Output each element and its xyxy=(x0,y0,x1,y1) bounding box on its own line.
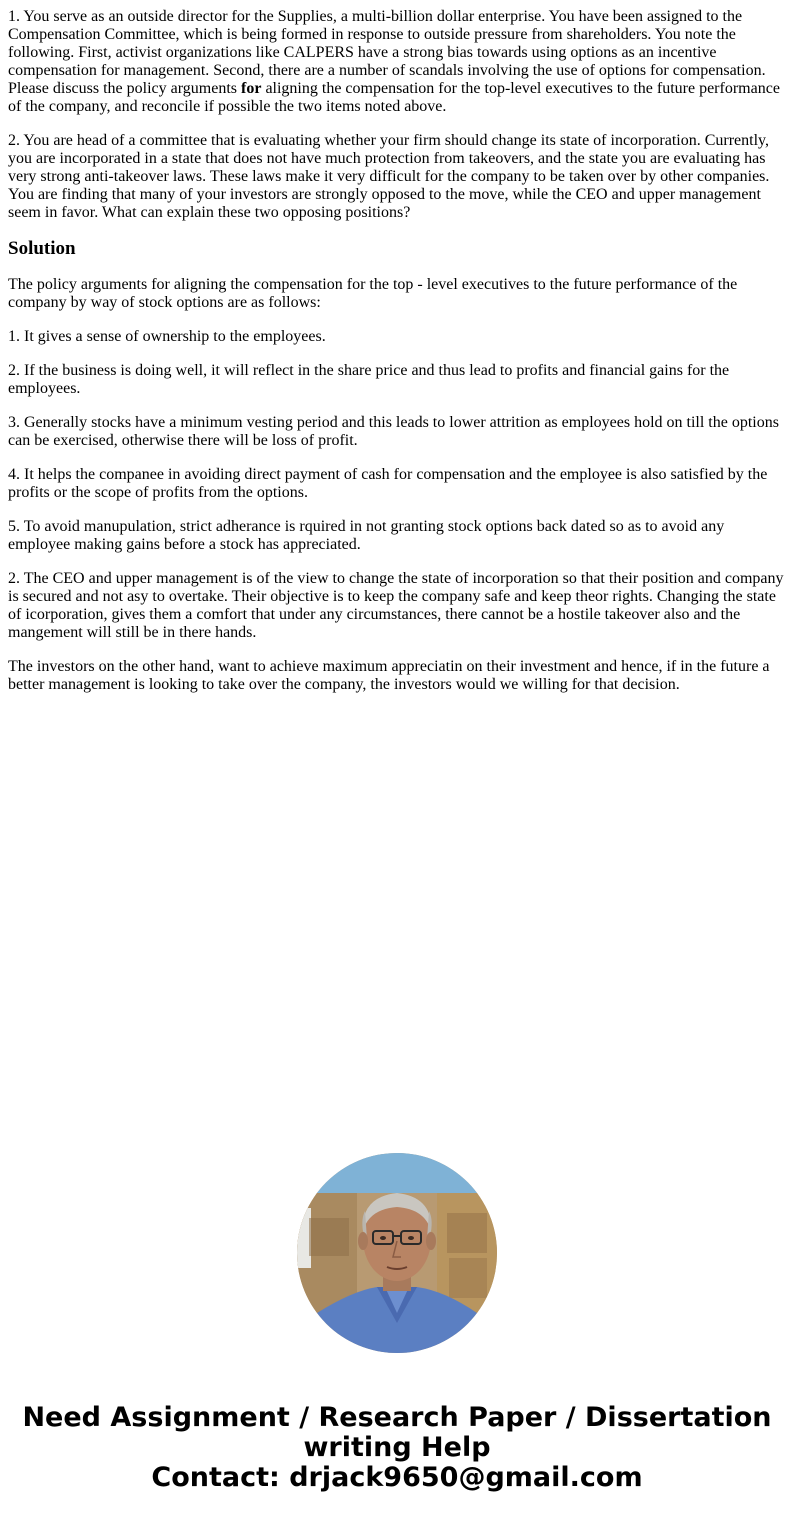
advert-contact: Contact: drjack9650@gmail.com xyxy=(151,1462,643,1493)
author-portrait-image xyxy=(297,1153,497,1353)
solution-point-4: 4. It helps the companee in avoiding direct payment of cash for compensation and the employee is also satisfied by the profits or the scope of profits from the options. xyxy=(8,466,768,501)
advert-line-1: Need Assignment / Research Paper / Dissertation xyxy=(22,1402,772,1433)
solution-intro: The policy arguments for aligning the compensation for the top - level executives to the future performance of the company by way of stock options are as follows: xyxy=(8,276,738,311)
author-avatar xyxy=(297,1153,497,1353)
question-1-text-a: 1. You serve as an outside director for the Supplies, a multi-billion dollar enterprise. You have been assigned to the Compensation Committee, which is being formed in response to outside pressure from shareholders. You note the following. First, activist organizations like CALPERS have a strong bias towards using options as an incentive compensation for management. Second, there are a number of scandals involving the use of options for compensation. Please discuss the policy arguments xyxy=(8,8,766,97)
document-body xyxy=(8,8,786,710)
solution-heading: Solution xyxy=(8,238,76,259)
question-1-text-b: aligning the compensation for the top-level executives to the future performance of the company, and reconcile if possible the two items noted above. xyxy=(8,80,780,115)
solution-answer-2-investors: The investors on the other hand, want to achieve maximum appreciatin on their investment and hence, if in the future a better management is looking to take over the company, the investors would we willing for that decision. xyxy=(8,658,770,693)
question-1-emphasis: for xyxy=(241,80,262,97)
question-1 xyxy=(8,8,786,116)
solution-answer-2: 2. The CEO and upper management is of the view to change the state of incorporation so that their position and company is secured and not asy to overtake. Their objective is to keep the company safe and keep theor rights. Changing the state of icorporation, gives them a comfort that under any circumstances, there cannot be a hostile takeover also and the mangement will still be in there hands. xyxy=(8,570,784,641)
advert-line-2: writing Help xyxy=(303,1432,491,1463)
solution-point-1: 1. It gives a sense of ownership to the employees. xyxy=(8,328,326,345)
solution-point-5: 5. To avoid manupulation, strict adherance is rquired in not granting stock options back dated so as to avoid any employee making gains before a stock has appreciated. xyxy=(8,518,725,553)
solution-point-3: 3. Generally stocks have a minimum vesting period and this leads to lower attrition as employees hold on till the options can be exercised, otherwise there will be loss of profit. xyxy=(8,414,779,449)
advert-banner xyxy=(0,1403,794,1493)
question-2: 2. You are head of a committee that is evaluating whether your firm should change its state of incorporation. Currently, you are incorporated in a state that does not have much protection from takeovers, and the state you are evaluating has very strong anti-takeover laws. These laws make it very difficult for the company to be taken over by other companies. You are finding that many of your investors are strongly opposed to the move, while the CEO and upper management seem in favor. What can explain these two opposing positions? xyxy=(8,132,770,221)
solution-point-2: 2. If the business is doing well, it will reflect in the share price and thus lead to profits and financial gains for the employees. xyxy=(8,362,730,397)
